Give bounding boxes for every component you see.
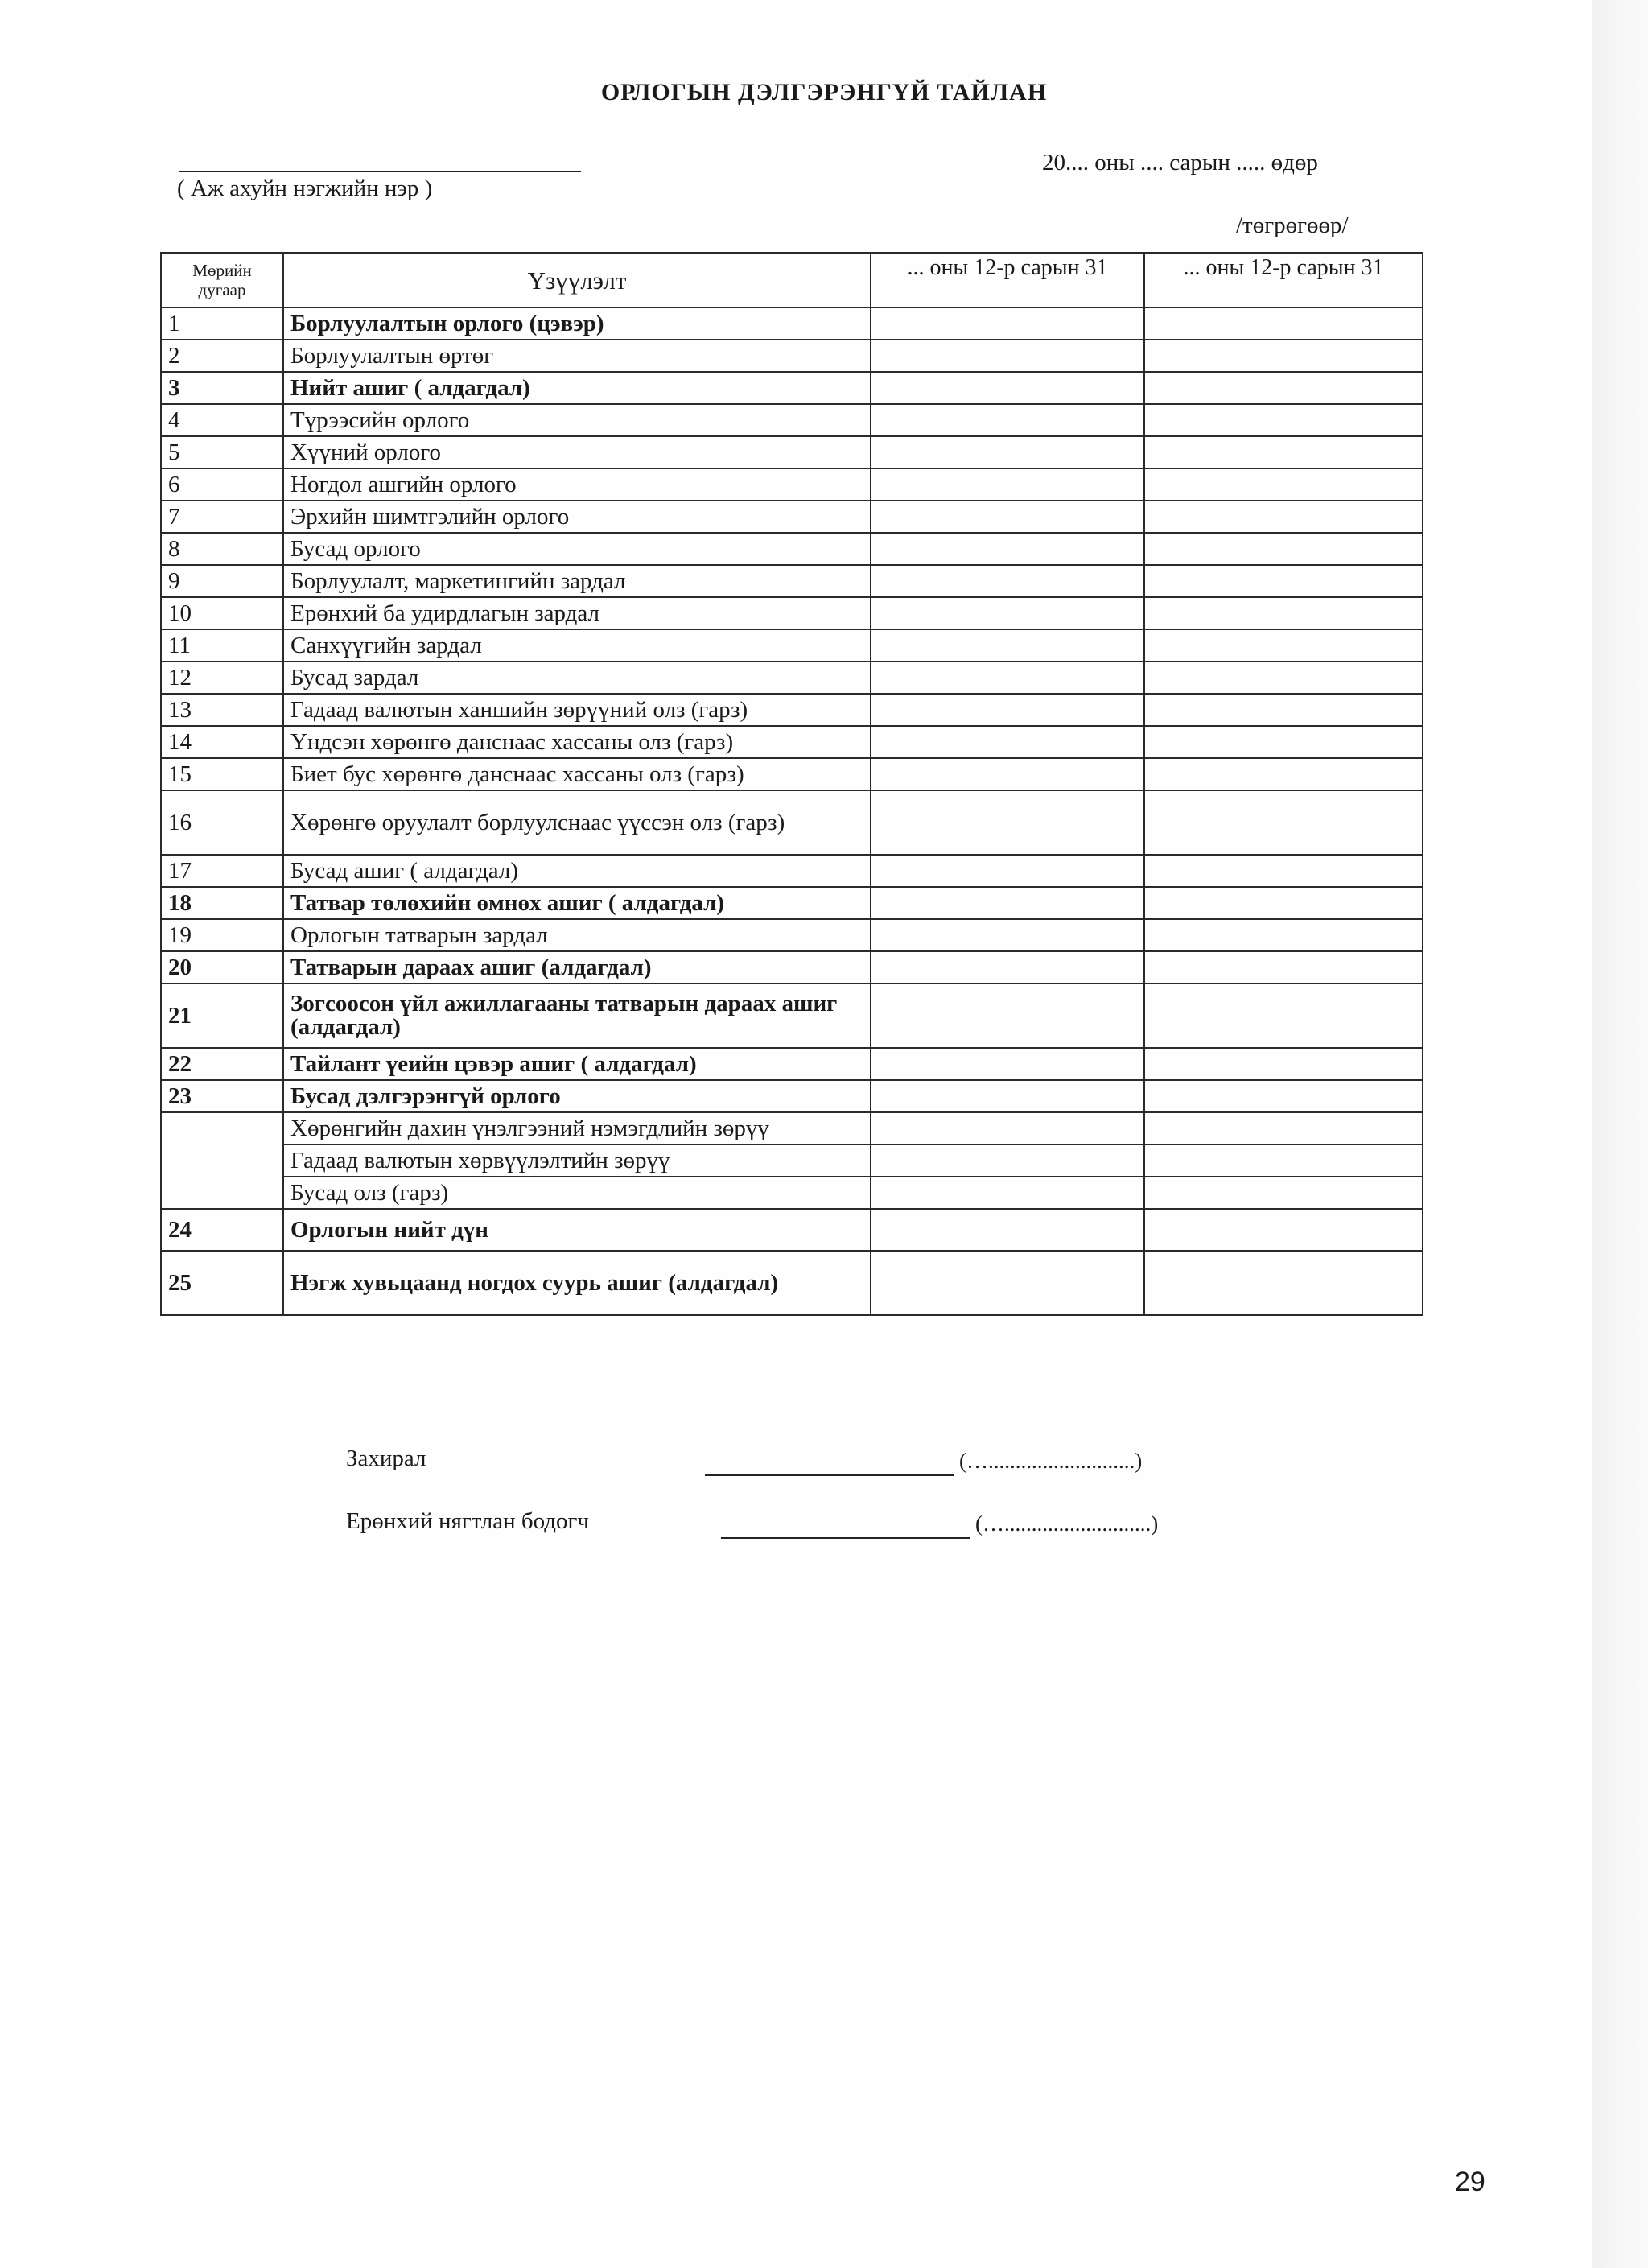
- table-row: [161, 726, 1423, 758]
- table-row: [161, 372, 1423, 404]
- value-cell-period-1[interactable]: [871, 1080, 1144, 1112]
- table-row: [161, 533, 1423, 565]
- value-cell-period-2[interactable]: [1144, 1209, 1423, 1251]
- value-cell-period-1[interactable]: [871, 404, 1144, 436]
- row-number: [161, 1144, 283, 1177]
- chief-accountant-name-placeholder: (…...........................): [975, 1511, 1159, 1536]
- value-cell-period-1[interactable]: [871, 951, 1144, 983]
- row-number: 21: [161, 983, 283, 1048]
- row-number: 20: [161, 951, 283, 983]
- row-indicator: Борлуулалт, маркетингийн зардал: [283, 565, 871, 597]
- director-signature-line: [705, 1474, 954, 1476]
- row-indicator: Үндсэн хөрөнгө данснаас хассаны олз (гарз): [283, 726, 871, 758]
- value-cell-period-2[interactable]: [1144, 1251, 1423, 1315]
- row-number: 10: [161, 597, 283, 629]
- value-cell-period-1[interactable]: [871, 919, 1144, 951]
- value-cell-period-2[interactable]: [1144, 1048, 1423, 1080]
- value-cell-period-2[interactable]: [1144, 1177, 1423, 1209]
- row-number: 4: [161, 404, 283, 436]
- row-indicator: Орлогын татварын зардал: [283, 919, 871, 951]
- report-title: ОРЛОГЫН ДЭЛГЭРЭНГҮЙ ТАЙЛАН: [600, 79, 1048, 105]
- row-number: 25: [161, 1251, 283, 1315]
- row-indicator: Бусад зардал: [283, 662, 871, 694]
- value-cell-period-2[interactable]: [1144, 919, 1423, 951]
- table-row: [161, 629, 1423, 662]
- value-cell-period-2[interactable]: [1144, 790, 1423, 855]
- value-cell-period-2[interactable]: [1144, 501, 1423, 533]
- row-number: 19: [161, 919, 283, 951]
- row-number: 24: [161, 1209, 283, 1251]
- row-indicator: Орлогын нийт дүн: [283, 1209, 871, 1251]
- table-row: [161, 1251, 1423, 1315]
- value-cell-period-2[interactable]: [1144, 951, 1423, 983]
- table-row: [161, 1144, 1423, 1177]
- entity-name-caption: ( Аж ахуйн нэгжийн нэр ): [177, 175, 433, 201]
- value-cell-period-1[interactable]: [871, 501, 1144, 533]
- value-cell-period-1[interactable]: [871, 533, 1144, 565]
- table-header-row: [161, 253, 1423, 307]
- row-indicator: Борлуулалтын өртөг: [283, 340, 871, 372]
- value-cell-period-2[interactable]: [1144, 307, 1423, 340]
- value-cell-period-2[interactable]: [1144, 887, 1423, 919]
- value-cell-period-1[interactable]: [871, 597, 1144, 629]
- value-cell-period-1[interactable]: [871, 662, 1144, 694]
- value-cell-period-2[interactable]: [1144, 533, 1423, 565]
- row-number: 16: [161, 790, 283, 855]
- table-row: [161, 501, 1423, 533]
- value-cell-period-2[interactable]: [1144, 983, 1423, 1048]
- row-indicator: Борлуулалтын орлого (цэвэр): [283, 307, 871, 340]
- value-cell-period-2[interactable]: [1144, 1144, 1423, 1177]
- header-indicator: Үзүүлэлт: [283, 253, 871, 307]
- row-number: 14: [161, 726, 283, 758]
- row-indicator: Нэгж хувьцаанд ногдох суурь ашиг (алдагдал): [283, 1251, 871, 1315]
- table-row: [161, 694, 1423, 726]
- row-number: 11: [161, 629, 283, 662]
- table-row: [161, 887, 1423, 919]
- row-indicator: Бусад дэлгэрэнгүй орлого: [283, 1080, 871, 1112]
- row-indicator: Бусад орлого: [283, 533, 871, 565]
- table-row: [161, 468, 1423, 501]
- row-number: 5: [161, 436, 283, 468]
- row-indicator: Татвар төлөхийн өмнөх ашиг ( алдагдал): [283, 887, 871, 919]
- report-date-line: 20.... оны .... сарын ..... өдөр: [1042, 150, 1318, 175]
- table-row: [161, 1048, 1423, 1080]
- table-row: [161, 1112, 1423, 1144]
- table-row: [161, 597, 1423, 629]
- row-number: 23: [161, 1080, 283, 1112]
- value-cell-period-1[interactable]: [871, 629, 1144, 662]
- director-label: Захирал: [346, 1445, 426, 1471]
- value-cell-period-1[interactable]: [871, 1177, 1144, 1209]
- row-number: 17: [161, 855, 283, 887]
- value-cell-period-2[interactable]: [1144, 436, 1423, 468]
- row-indicator: Татварын дараах ашиг (алдагдал): [283, 951, 871, 983]
- row-indicator: Нийт ашиг ( алдагдал): [283, 372, 871, 404]
- header-period-2: ... оны 12-р сарын 31: [1144, 253, 1423, 307]
- value-cell-period-2[interactable]: [1144, 694, 1423, 726]
- row-indicator: Ерөнхий ба удирдлагын зардал: [283, 597, 871, 629]
- row-number: 2: [161, 340, 283, 372]
- table-row: [161, 1177, 1423, 1209]
- value-cell-period-1[interactable]: [871, 1144, 1144, 1177]
- value-cell-period-1[interactable]: [871, 1251, 1144, 1315]
- value-cell-period-1[interactable]: [871, 790, 1144, 855]
- value-cell-period-2[interactable]: [1144, 340, 1423, 372]
- table-row: [161, 951, 1423, 983]
- value-cell-period-2[interactable]: [1144, 404, 1423, 436]
- row-number: 22: [161, 1048, 283, 1080]
- chief-accountant-label: Ерөнхий нягтлан бодогч: [346, 1508, 589, 1534]
- row-indicator: Бусад ашиг ( алдагдал): [283, 855, 871, 887]
- table-row: [161, 758, 1423, 790]
- value-cell-period-1[interactable]: [871, 468, 1144, 501]
- value-cell-period-2[interactable]: [1144, 372, 1423, 404]
- table-row: [161, 662, 1423, 694]
- row-indicator: Эрхийн шимтгэлийн орлого: [283, 501, 871, 533]
- row-number: [161, 1177, 283, 1209]
- value-cell-period-1[interactable]: [871, 1048, 1144, 1080]
- table-row: [161, 565, 1423, 597]
- row-indicator: Хүүний орлого: [283, 436, 871, 468]
- value-cell-period-2[interactable]: [1144, 758, 1423, 790]
- row-indicator: Түрээсийн орлого: [283, 404, 871, 436]
- row-number: 1: [161, 307, 283, 340]
- income-statement-table: [160, 252, 1423, 1316]
- table-row: [161, 307, 1423, 340]
- value-cell-period-1[interactable]: [871, 855, 1144, 887]
- value-cell-period-2[interactable]: [1144, 565, 1423, 597]
- value-cell-period-1[interactable]: [871, 307, 1144, 340]
- value-cell-period-1[interactable]: [871, 436, 1144, 468]
- value-cell-period-1[interactable]: [871, 983, 1144, 1048]
- value-cell-period-1[interactable]: [871, 1112, 1144, 1144]
- table-row: [161, 855, 1423, 887]
- row-number: [161, 1112, 283, 1144]
- director-name-placeholder: (…...........................): [959, 1449, 1143, 1473]
- value-cell-period-1[interactable]: [871, 887, 1144, 919]
- currency-note: /төгрөгөөр/: [1236, 212, 1349, 238]
- row-number: 7: [161, 501, 283, 533]
- scan-edge-shadow: [1592, 0, 1648, 2268]
- row-indicator: Тайлант үеийн цэвэр ашиг ( алдагдал): [283, 1048, 871, 1080]
- row-indicator: Зогсоосон үйл ажиллагааны татварын дараах ашиг (алдагдал): [283, 983, 871, 1048]
- row-number: 13: [161, 694, 283, 726]
- chief-accountant-signature-line: [721, 1537, 970, 1539]
- value-cell-period-1[interactable]: [871, 694, 1144, 726]
- entity-name-line: [179, 171, 581, 172]
- row-indicator: Хөрөнгө оруулалт борлуулснаас үүссэн олз (гарз): [283, 790, 871, 855]
- row-number: 15: [161, 758, 283, 790]
- row-number: 18: [161, 887, 283, 919]
- row-indicator: Биет бус хөрөнгө данснаас хассаны олз (гарз): [283, 758, 871, 790]
- header-period-1: ... оны 12-р сарын 31: [871, 253, 1144, 307]
- value-cell-period-1[interactable]: [871, 726, 1144, 758]
- value-cell-period-2[interactable]: [1144, 468, 1423, 501]
- table-row: [161, 1209, 1423, 1251]
- value-cell-period-1[interactable]: [871, 340, 1144, 372]
- row-number: 12: [161, 662, 283, 694]
- value-cell-period-1[interactable]: [871, 1209, 1144, 1251]
- value-cell-period-2[interactable]: [1144, 662, 1423, 694]
- row-indicator: Гадаад валютын ханшийн зөрүүний олз (гарз): [283, 694, 871, 726]
- row-indicator: Бусад олз (гарз): [283, 1177, 871, 1209]
- table-row: [161, 790, 1423, 855]
- value-cell-period-1[interactable]: [871, 758, 1144, 790]
- table-row: [161, 404, 1423, 436]
- row-indicator: Хөрөнгийн дахин үнэлгээний нэмэгдлийн зөрүү: [283, 1112, 871, 1144]
- table-row: [161, 436, 1423, 468]
- value-cell-period-2[interactable]: [1144, 1112, 1423, 1144]
- row-indicator: Ногдол ашгийн орлого: [283, 468, 871, 501]
- value-cell-period-2[interactable]: [1144, 855, 1423, 887]
- table-row: [161, 919, 1423, 951]
- row-indicator: Санхүүгийн зардал: [283, 629, 871, 662]
- row-indicator: Гадаад валютын хөрвүүлэлтийн зөрүү: [283, 1144, 871, 1177]
- header-row-number: Мөрийн дугаар: [161, 253, 283, 307]
- row-number: 6: [161, 468, 283, 501]
- value-cell-period-2[interactable]: [1144, 1080, 1423, 1112]
- row-number: 3: [161, 372, 283, 404]
- value-cell-period-2[interactable]: [1144, 597, 1423, 629]
- page-number: 29: [1455, 2167, 1485, 2197]
- table-row: [161, 1080, 1423, 1112]
- value-cell-period-1[interactable]: [871, 372, 1144, 404]
- value-cell-period-1[interactable]: [871, 565, 1144, 597]
- value-cell-period-2[interactable]: [1144, 726, 1423, 758]
- table-row: [161, 983, 1423, 1048]
- row-number: 8: [161, 533, 283, 565]
- table-row: [161, 340, 1423, 372]
- value-cell-period-2[interactable]: [1144, 629, 1423, 662]
- row-number: 9: [161, 565, 283, 597]
